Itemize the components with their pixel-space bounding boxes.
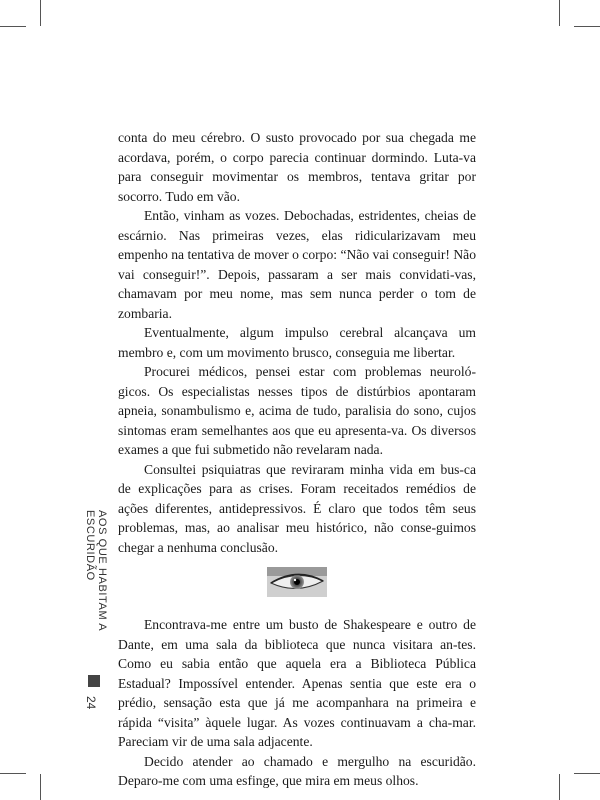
- crop-mark: [559, 774, 560, 800]
- running-title: AOS QUE HABITAM A ESCURIDÃO: [84, 510, 108, 631]
- eye-icon: [267, 567, 327, 597]
- paragraph: conta do meu cérebro. O susto provocado por sua chegada me acordava, porém, o corpo parecia continuar dormindo. Luta-va para conseguir movimentar os membros, tentava gritar por socorro. Tudo em vão.: [118, 130, 476, 204]
- paragraph: Decido atender ao chamado e mergulho na escuridão. Deparo-me com uma esfinge, que mira em meus olhos.: [118, 753, 476, 788]
- paragraph: Encontrava-me entre um busto de Shakespeare e outro de Dante, em uma sala da biblioteca que nunca visitara an-tes. Como eu sabia então que aquela era a Biblioteca Pública Estadual? Impossível entender. Apenas sentia que este era o prédio, sensação esta que já me acompanhara na primeira e rápida “visita” àquele lugar. As vozes continuavam a cha-mar. Pareciam vir de uma sala adjacente.: [118, 617, 476, 749]
- crop-mark: [0, 26, 26, 27]
- crop-mark: [574, 26, 600, 27]
- crop-mark: [40, 774, 41, 800]
- paragraph: Procurei médicos, pensei estar com problemas neuroló-gicos. Os especialistas nesses tipos de distúrbios apontaram apneia, sonambulismo e, acima de tudo, paralisia do sono, cujos sintomas eram semelhantes aos que eu apresenta-va. Os diversos exames a que fui submetido não revelaram nada.: [118, 364, 476, 457]
- paragraph: Consultei psiquiatras que reviraram minha vida em bus-ca de explicações para as crises. Foram receitados remédios de ações diferentes, antidepressivos. É claro que todos têm seus problemas, mas, ao analisar meu histórico, não conse-guimos chegar a nenhuma conclusão.: [118, 461, 476, 555]
- page-number: 24: [84, 696, 98, 710]
- crop-mark: [574, 773, 600, 774]
- crop-mark: [559, 0, 560, 26]
- body-text: [118, 128, 476, 791]
- paragraph: Então, vinham as vozes. Debochadas, estridentes, cheias de escárnio. Nas primeiras vezes, elas ridicularizavam meu empenho na tentativa de mover o corpo: “Não vai conseguir! Não vai conseguir!”. Depois, passaram a ser mais convidati-vas, chamavam por meu nome, mas sem nunca perder o tom de zombaria.: [118, 208, 476, 321]
- crop-mark: [40, 0, 41, 26]
- crop-mark: [0, 773, 26, 774]
- section-marker: [88, 675, 100, 687]
- paragraph: Eventualmente, algum impulso cerebral alcançava um membro e, com um movimento brusco, conseguia me libertar.: [118, 325, 476, 360]
